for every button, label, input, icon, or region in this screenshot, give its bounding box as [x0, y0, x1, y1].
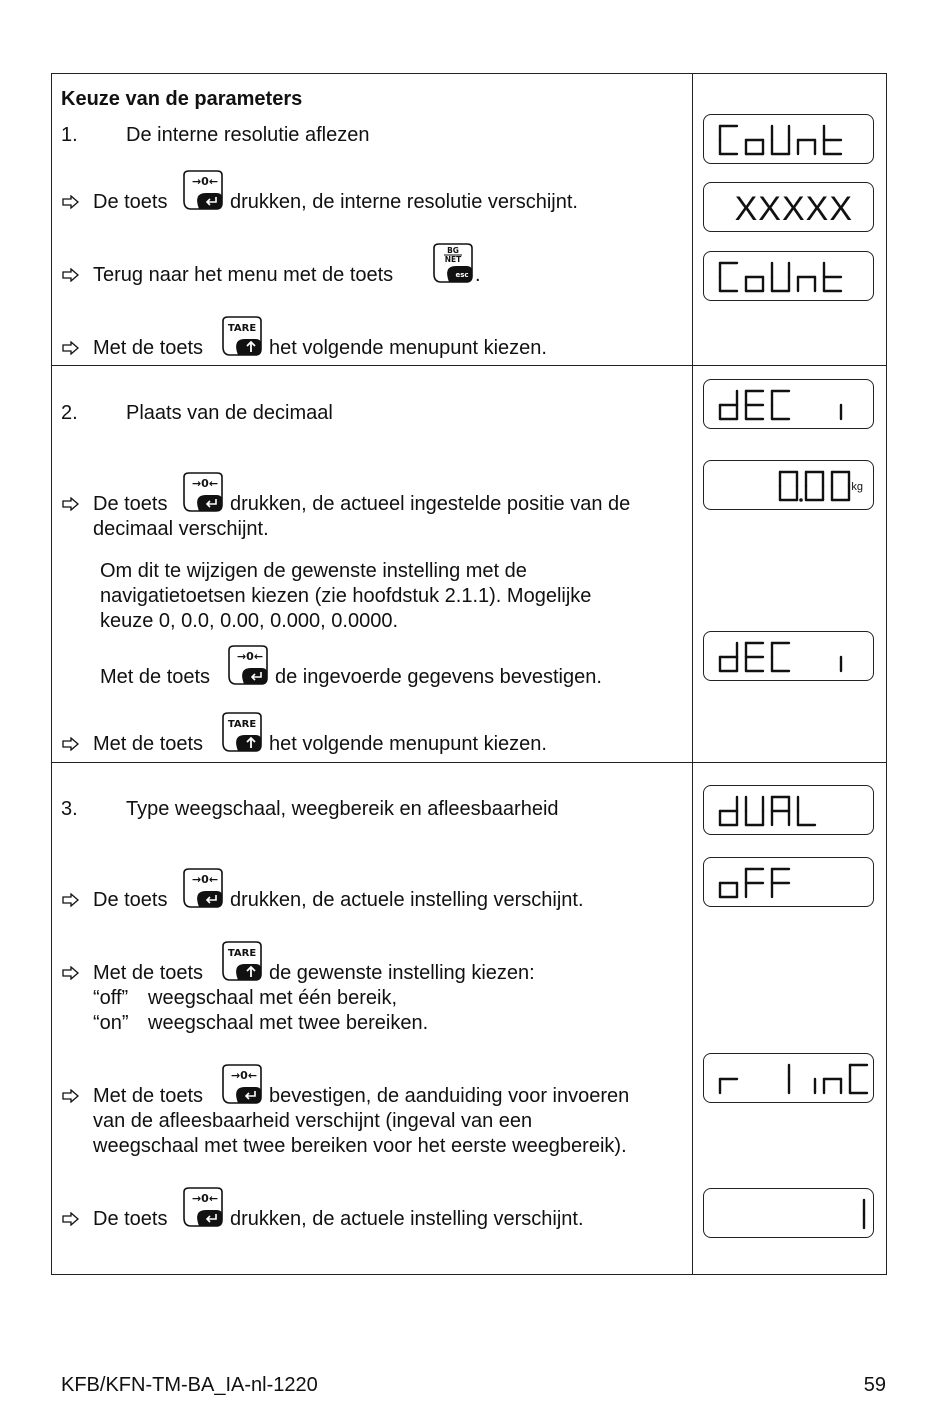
row-divider	[51, 762, 887, 763]
instruction-text: De toets	[93, 493, 168, 515]
paragraph-line: navigatietoetsen kiezen (zie hoofdstuk 2.1.1). Mogelijke	[100, 585, 592, 607]
lcd-display	[703, 631, 874, 681]
instruction-text: De toets	[93, 889, 168, 911]
instruction-text: drukken, de actuele instelling verschijnt.	[230, 889, 584, 911]
option-text: weegschaal met één bereik,	[148, 987, 398, 1009]
zero-enter-key-icon	[181, 1186, 225, 1228]
zero-enter-key-icon	[181, 471, 225, 513]
svg-text:BG: BG	[447, 246, 459, 255]
item-title: Plaats van de decimaal	[126, 402, 333, 424]
instruction-text: drukken, de actueel ingestelde positie van de	[230, 493, 631, 515]
paragraph-line: keuze 0, 0.0, 0.00, 0.000, 0.0000.	[100, 610, 399, 632]
lcd-display	[703, 460, 874, 510]
tare-up-key-icon	[220, 711, 264, 753]
arrow-icon	[62, 341, 80, 355]
instruction-text: van de afleesbaarheid verschijnt (ingeval van een	[93, 1110, 533, 1132]
instruction-text: Met de toets	[100, 666, 211, 688]
zero-enter-key-icon	[226, 644, 270, 686]
column-divider	[692, 73, 693, 1275]
instruction-text: decimaal verschijnt.	[93, 518, 269, 540]
svg-text:→0←: →0←	[191, 175, 219, 188]
lcd-display	[703, 182, 874, 232]
instruction-text: het volgende menupunt kiezen.	[269, 337, 547, 359]
svg-text:→0←: →0←	[230, 1069, 258, 1082]
item-title: Type weegschaal, weegbereik en afleesbaarheid	[126, 798, 559, 820]
zero-enter-key-icon	[181, 867, 225, 909]
arrow-icon	[62, 966, 80, 980]
zero-enter-key-icon	[220, 1063, 264, 1105]
item-number: 1.	[61, 124, 78, 146]
svg-text:→0←: →0←	[191, 477, 219, 490]
svg-text:→0←: →0←	[236, 650, 264, 663]
instruction-text: De toets	[93, 1208, 168, 1230]
svg-text:→0←: →0←	[191, 873, 219, 886]
section-heading: Keuze van de parameters	[61, 88, 303, 110]
bg-net-esc-key-icon	[431, 242, 475, 284]
svg-text:TARE: TARE	[227, 948, 257, 959]
arrow-icon	[62, 1089, 80, 1103]
page-number: 59	[863, 1374, 886, 1396]
lcd-display	[703, 785, 874, 835]
option-key: “on”	[93, 1012, 129, 1034]
svg-text:→0←: →0←	[191, 1192, 219, 1205]
paragraph-line: Om dit te wijzigen de gewenste instelling met de	[100, 560, 527, 582]
option-key: “off”	[93, 987, 129, 1009]
instruction-text: drukken, de actuele instelling verschijnt.	[230, 1208, 584, 1230]
instruction-text: bevestigen, de aanduiding voor invoeren	[269, 1085, 630, 1107]
instruction-text: Met de toets	[93, 962, 204, 984]
lcd-display	[703, 1053, 874, 1103]
instruction-text: drukken, de interne resolutie verschijnt.	[230, 191, 578, 213]
instruction-text: De toets	[93, 191, 168, 213]
instruction-text: de gewenste instelling kiezen:	[269, 962, 535, 984]
arrow-icon	[62, 195, 80, 209]
lcd-display	[703, 114, 874, 164]
svg-text:esc: esc	[455, 271, 469, 279]
item-number: 2.	[61, 402, 78, 424]
document-id: KFB/KFN-TM-BA_IA-nl-1220	[61, 1374, 318, 1396]
instruction-text: Met de toets	[93, 733, 204, 755]
lcd-display	[703, 379, 874, 429]
instruction-text: weegschaal met twee bereiken voor het eerste weegbereik).	[93, 1135, 627, 1157]
unit-label: kg	[851, 481, 863, 493]
instruction-text: Terug naar het menu met de toets	[93, 264, 394, 286]
arrow-icon	[62, 1212, 80, 1226]
instruction-text: de ingevoerde gegevens bevestigen.	[275, 666, 602, 688]
arrow-icon	[62, 893, 80, 907]
option-text: weegschaal met twee bereiken.	[148, 1012, 429, 1034]
tare-up-key-icon	[220, 315, 264, 357]
lcd-display	[703, 857, 874, 907]
lcd-display	[703, 251, 874, 301]
lcd-text: XXXXX	[734, 190, 853, 228]
arrow-icon	[62, 737, 80, 751]
arrow-icon	[62, 268, 80, 282]
instruction-text: .	[475, 264, 481, 286]
arrow-icon	[62, 497, 80, 511]
item-title: De interne resolutie aflezen	[126, 124, 370, 146]
tare-up-key-icon	[220, 940, 264, 982]
instruction-text: het volgende menupunt kiezen.	[269, 733, 547, 755]
item-number: 3.	[61, 798, 78, 820]
row-divider	[51, 365, 887, 366]
svg-text:TARE: TARE	[227, 323, 257, 334]
svg-text:TARE: TARE	[227, 719, 257, 730]
lcd-display	[703, 1188, 874, 1238]
zero-enter-key-icon	[181, 169, 225, 211]
svg-text:NET: NET	[444, 255, 462, 264]
instruction-text: Met de toets	[93, 337, 204, 359]
instruction-text: Met de toets	[93, 1085, 204, 1107]
